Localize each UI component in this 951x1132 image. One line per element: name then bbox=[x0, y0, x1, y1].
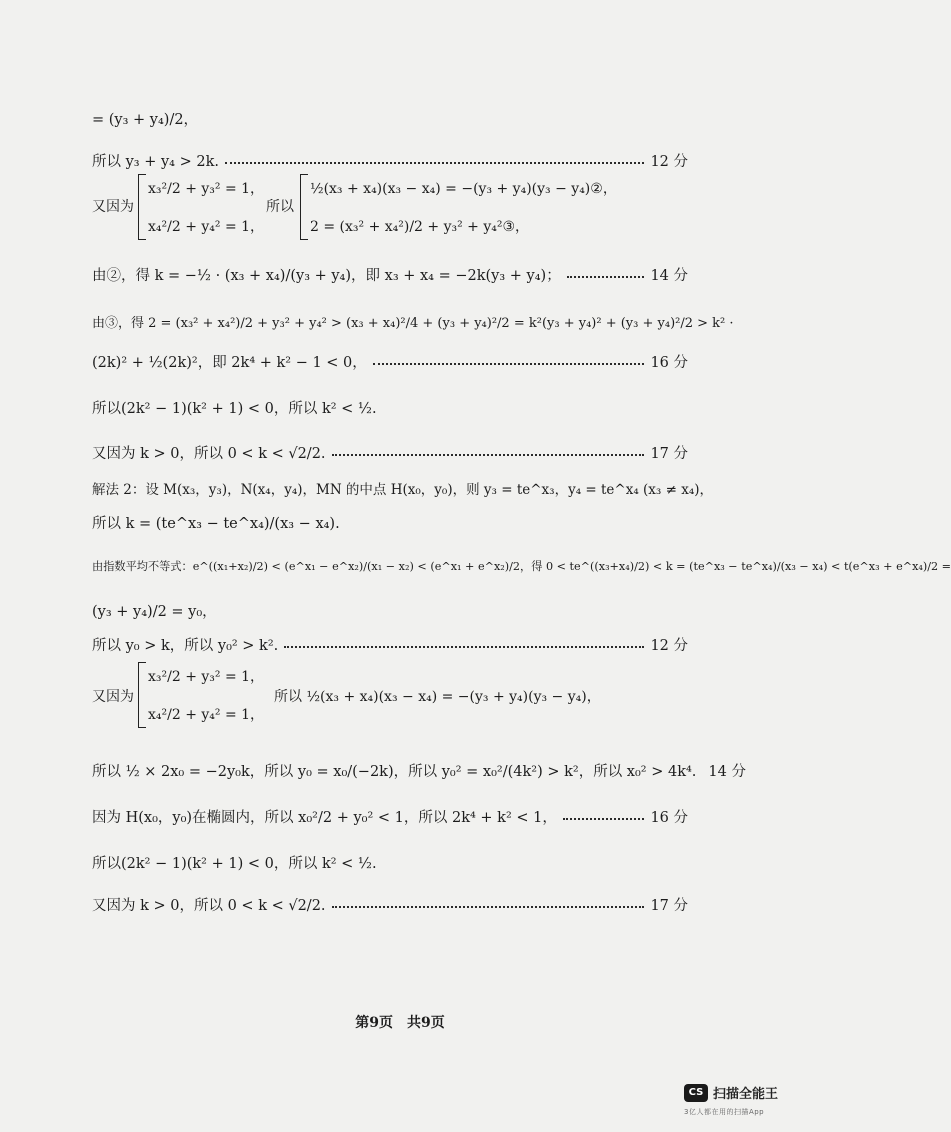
scanner-app-name: 扫描全能王 bbox=[713, 1087, 779, 1102]
score-label: 14 分 bbox=[650, 268, 688, 284]
leader-dots bbox=[563, 818, 645, 820]
score-label: 16 分 bbox=[650, 810, 688, 826]
line-3: 由②，得 k = −½ · (x₃ + x₄)/(y₃ + y₄)，即 x₃ + x₄ = −2k(y₃ + y₄)； 14 分 bbox=[92, 264, 688, 285]
page-number-footer: 第9页 共9页 bbox=[355, 1015, 445, 1031]
left-brace bbox=[300, 174, 308, 240]
left-brace bbox=[138, 174, 146, 240]
line-15: 所以(2k² − 1)(k² + 1) < 0，所以 k² < ½. bbox=[92, 856, 377, 872]
line-5: (2k)² + ½(2k)²，即 2k⁴ + k² − 1 < 0， 16 分 bbox=[92, 351, 688, 372]
leader-dots bbox=[567, 276, 645, 278]
leader-dots bbox=[373, 363, 645, 365]
leader-dots bbox=[332, 454, 645, 456]
line-7: 又因为 k > 0，所以 0 < k < √2/2. 17 分 bbox=[92, 442, 688, 463]
score-label: 12 分 bbox=[650, 638, 688, 654]
cs-logo-icon: CS bbox=[684, 1084, 708, 1102]
leader-dots bbox=[284, 646, 644, 648]
line-6: 所以(2k² − 1)(k² + 1) < 0，所以 k² < ½. bbox=[92, 401, 377, 417]
line-4: 由③，得 2 = (x₃² + x₄²)/2 + y₃² + y₄² > (x₃ + x₄)²/4 + (y₃ + y₄)²/2 = k²(y₃ + y₄)² + (y₃ + y₄)²/2 > k² · bbox=[92, 316, 734, 331]
scanner-tagline: 3亿人都在用的扫描App bbox=[684, 1108, 765, 1116]
line-1: = (y₃ + y₄)/2， bbox=[92, 112, 199, 128]
equation-system-2: 又因为 x₃²/2 + y₃² = 1， x₄²/2 + y₄² = 1， 所以 ½(x₃ + x₄)(x₃ − x₄) = −(y₃ + y₄)(y₃ − y₄)， bbox=[92, 660, 688, 730]
left-brace bbox=[138, 662, 146, 728]
line-8: 解法 2：设 M(x₃，y₃)，N(x₄，y₄)，MN 的中点 H(x₀，y₀)，则 y₃ = te^x₃，y₄ = te^x₄ (x₃ ≠ x₄)， bbox=[92, 482, 714, 498]
line-10: 由指数平均不等式：e^((x₁+x₂)/2) < (e^x₁ − e^x₂)/(x₁ − x₂) < (e^x₁ + e^x₂)/2，得 0 < te^((x₃+x₄)/2) < k = (te^x₃ − te^x₄)/(x₃ − x₄) < t(e^x₃ + e^x₄)/2 = bbox=[92, 560, 951, 573]
line-16: 又因为 k > 0，所以 0 < k < √2/2. 17 分 bbox=[92, 894, 688, 915]
line-12: 所以 y₀ > k，所以 y₀² > k². 12 分 bbox=[92, 634, 688, 655]
line-13: 所以 ½ × 2x₀ = −2y₀k，所以 y₀ = x₀/(−2k)，所以 y₀² = x₀²/(4k²) > k²，所以 x₀² > 4k⁴. 14 分 bbox=[92, 760, 688, 781]
score-label: 14 分 bbox=[708, 764, 746, 780]
scanner-watermark bbox=[684, 1083, 778, 1102]
score-label: 16 分 bbox=[650, 355, 688, 371]
score-label: 12 分 bbox=[650, 154, 688, 170]
score-label: 17 分 bbox=[650, 898, 688, 914]
line-9: 所以 k = (te^x₃ − te^x₄)/(x₃ − x₄). bbox=[92, 516, 340, 532]
line-11: (y₃ + y₄)/2 = y₀， bbox=[92, 604, 217, 620]
leader-dots bbox=[332, 906, 645, 908]
line-14: 因为 H(x₀，y₀)在椭圆内，所以 x₀²/2 + y₀² < 1，所以 2k⁴ + k² < 1， 16 分 bbox=[92, 806, 688, 827]
equation-system-1: 又因为 x₃²/2 + y₃² = 1， x₄²/2 + y₄² = 1， 所以 ½(x₃ + x₄)(x₃ − x₄) = −(y₃ + y₄)(y₃ − y₄)②， 2 = (x₃² + x₄²)/2 + y₃² + y₄²③， bbox=[92, 172, 688, 242]
line-2: 所以 y₃ + y₄ > 2k. 12 分 bbox=[92, 150, 688, 171]
score-label: 17 分 bbox=[650, 446, 688, 462]
leader-dots bbox=[225, 162, 644, 164]
